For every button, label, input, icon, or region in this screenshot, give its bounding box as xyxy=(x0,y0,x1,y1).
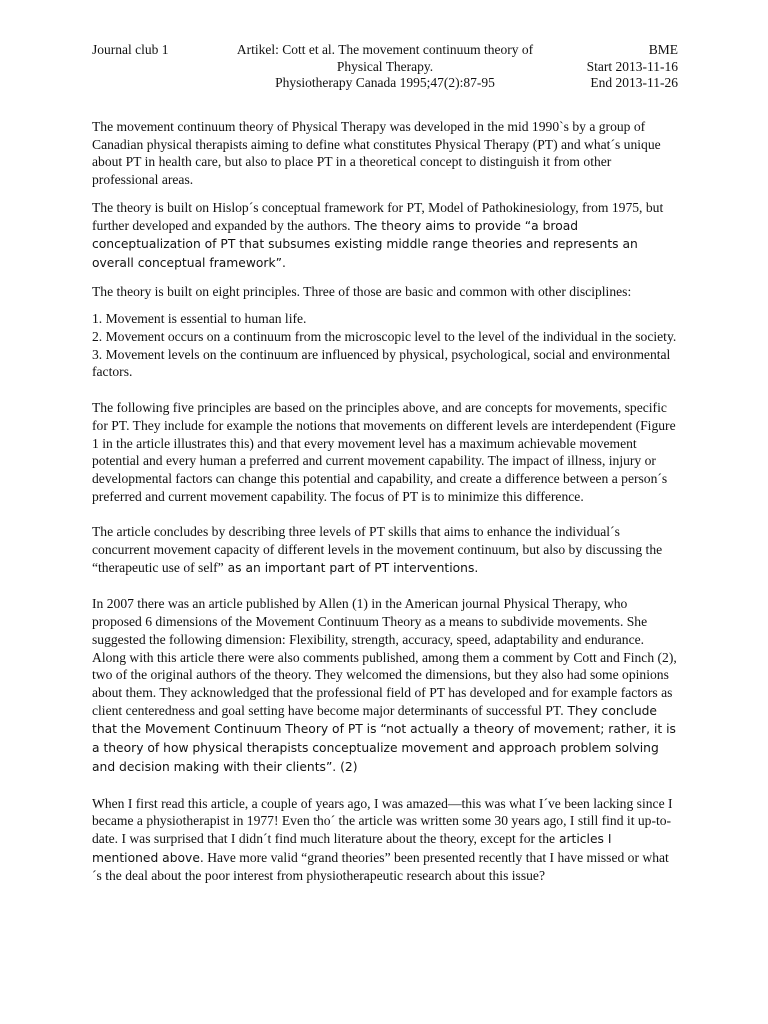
paragraph-reflection-question: Have more valid “grand theories” been presented recently that I have missed or what´s the deal about the poor interest from physiotherapeutic research about this issue? xyxy=(92,849,669,884)
list-item: 3. Movement levels on the continuum are influenced by physical, psychological, social and environmental factors. xyxy=(92,346,671,380)
paragraph-allen-text: In 2007 there was an article published by Allen (1) in the American journal Physical Therapy, who proposed 6 dimensions of the Movement Continuum Theory as a means to subdivide movements. She suggested the following dimension: Flexibility, strength, accuracy, speed, adaptability and endurance. Along with this article there were also comments published, among them a comment by Cott and Finch (2), two of the original authors of the theory. They welcomed the dimensions, but they also had some opinions about them. They acknowledged that the professional field of PT has developed and for example factors as client centeredness and goal setting have become major determinants of successful PT. xyxy=(92,596,677,718)
paragraph-theory-origin-text: The theory is built on Hislop´s conceptual framework for PT, Model of Pathokinesiology, from 1975, but further developed and expanded by the authors. xyxy=(92,199,664,233)
list-item: 1. Movement is essential to human life. xyxy=(92,311,307,327)
paragraph-conclusion-tail: as an important part of PT interventions. xyxy=(223,560,479,575)
paragraph-reflection-text: When I first read this article, a couple of years ago, I was amazed—this was what I´ve been lacking since I became a physiotherapist in 1977! Even tho´ the article was written some 30 years ago, I still find it up-to-date. I was surprised that I didn´t find much literature about the theory, except for the xyxy=(92,795,673,846)
header-article-line-2: Physical Therapy. xyxy=(336,58,434,74)
header-article-line-1: Artikel: Cott et al. The movement continuum theory of xyxy=(236,42,534,57)
list-item: 2. Movement occurs on a continuum from the microscopic level to the level of the individual in the society. xyxy=(92,329,677,345)
header-end-date: End 2013-11-26 xyxy=(590,75,678,90)
header-start-date: Start 2013-11-16 xyxy=(586,58,678,74)
document-body xyxy=(92,118,678,895)
paragraph-allen-2007 xyxy=(92,595,678,776)
paragraph-personal-reflection xyxy=(92,795,678,886)
header-article-line-3: Physiotherapy Canada 1995;47(2):87-95 xyxy=(275,75,495,90)
header-meta xyxy=(587,42,678,92)
page-header xyxy=(92,42,678,92)
paragraph-conclusion-text: The article concludes by describing three levels of PT skills that aims to enhance the individual´s concurrent movement capacity of different levels in the movement continuum, but also by discussing the “therapeutic use of self” xyxy=(92,524,663,575)
paragraph-introduction: The movement continuum theory of Physical Therapy was developed in the mid 1990`s by a group of Canadian physical therapists aiming to define what constitutes Physical Therapy (PT) and what´s unique about PT in health care, but also to place PT in a theoretical concept to distinguish it from other professional areas. xyxy=(92,119,661,188)
paragraph-allen-quote: They conclude that the Movement Continuum Theory of PT is “not actually a theory of movement; rather, it is a theory of how physical therapists conceptualize movement and approach problem solving and decision making with their clients”. (2) xyxy=(92,703,676,774)
paragraph-reflection-articles: articles I mentioned above. xyxy=(92,831,612,865)
principles-list xyxy=(92,310,678,381)
header-course: Journal club 1 xyxy=(92,42,169,57)
paragraph-principles-intro: The theory is built on eight principles. Three of those are basic and common with other disciplines: xyxy=(92,283,632,299)
header-author-initials: BME xyxy=(648,42,678,57)
paragraph-conclusion xyxy=(92,523,678,577)
paragraph-five-principles: The following five principles are based on the principles above, and are concepts for movements, specific for PT. They include for example the notions that movements on different levels are interdependent (Figure 1 in the article illustrates this) and that every movement level has a maximum achievable movement potential and every human a preferred and current movement capability. The impact of illness, injury or developmental factors can change this potential and capability, and create a difference between a person´s preferred and current movement capability. The focus of PT is to minimize this difference. xyxy=(92,400,676,504)
paragraph-theory-aim-quote: The theory aims to provide “a broad conceptualization of PT that subsumes existing middle range theories and represents an overall conceptual framework”. xyxy=(92,218,638,270)
paragraph-theory-origin xyxy=(92,199,678,273)
header-article-reference xyxy=(230,42,540,92)
